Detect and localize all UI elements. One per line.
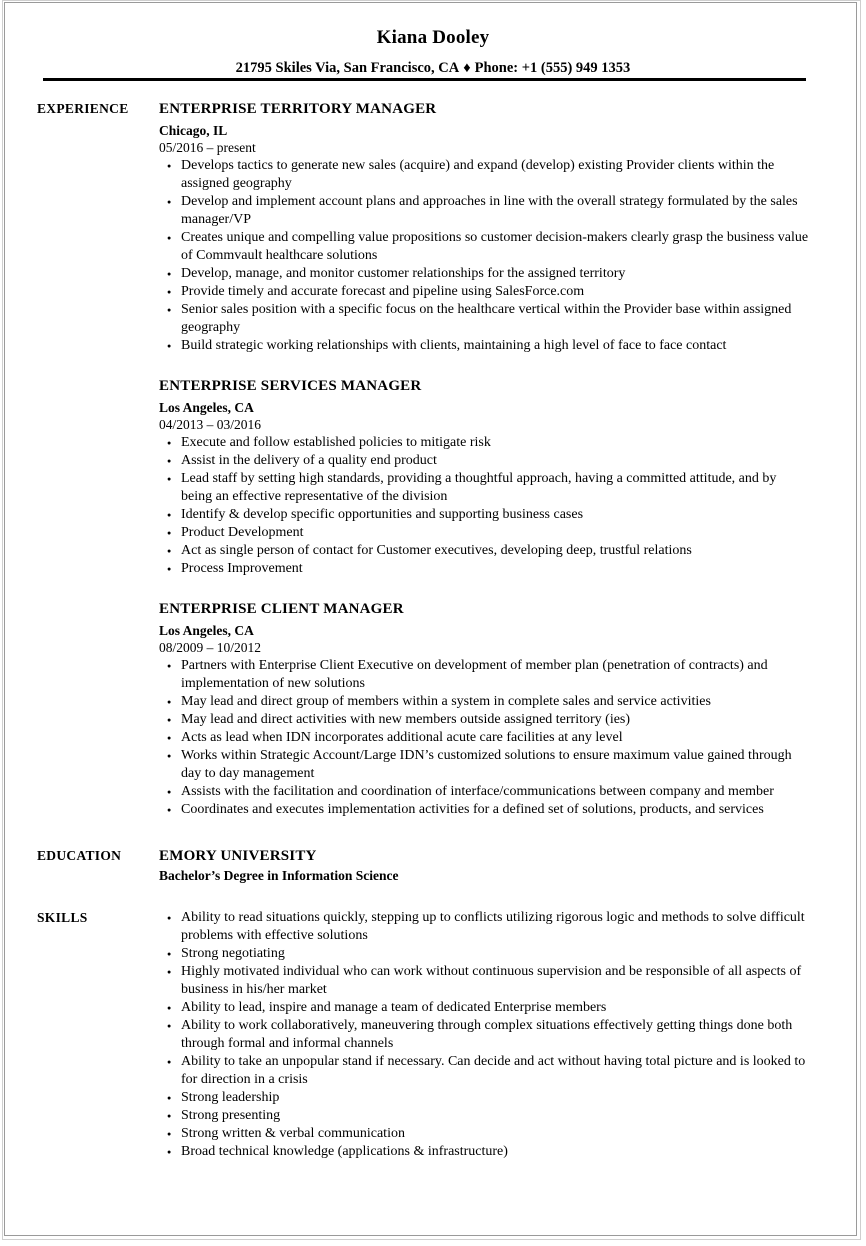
job-entry xyxy=(159,99,809,355)
job-entry xyxy=(159,376,809,578)
list-item: ● Ability to lead, inspire and manage a team of dedicated Enterprise members xyxy=(159,999,809,1017)
education-content xyxy=(159,846,809,885)
section-label-experience: EXPERIENCE xyxy=(37,101,129,116)
list-item: ● Ability to take an unpopular stand if necessary. Can decide and act without having total picture and is looked to for direction in a crisis xyxy=(159,1053,809,1089)
resume-body xyxy=(0,99,866,1161)
list-item: ● Execute and follow established policies to mitigate risk xyxy=(159,434,809,452)
spacer xyxy=(159,578,809,599)
section-education xyxy=(0,846,866,885)
list-item: ● Develop and implement account plans and approaches in line with the overall strategy formulated by the sales manager/VP xyxy=(159,193,809,229)
contact-line xyxy=(60,58,806,78)
list-item: ● Process Improvement xyxy=(159,560,809,578)
job-dates: 04/2013 – 03/2016 xyxy=(159,417,262,432)
list-item: ● Coordinates and executes implementation activities for a defined set of solutions, products, and services xyxy=(159,801,809,819)
list-item: ● Assist in the delivery of a quality end product xyxy=(159,452,809,470)
resume-header xyxy=(60,26,806,78)
job-location: Los Angeles, CA xyxy=(159,400,254,415)
experience-content xyxy=(159,99,809,819)
diamond-separator-icon: ♦ xyxy=(463,60,471,76)
list-item: ● Identify & develop specific opportunities and supporting business cases xyxy=(159,506,809,524)
job-title: ENTERPRISE CLIENT MANAGER xyxy=(159,601,404,617)
list-item: ● Develops tactics to generate new sales (acquire) and expand (develop) existing Provider clients within the assigned geography xyxy=(159,157,809,193)
job-bullet-list xyxy=(159,157,809,355)
spacer xyxy=(159,355,809,376)
job-entry xyxy=(159,599,809,819)
spacer xyxy=(0,885,866,908)
list-item: ● Provide timely and accurate forecast and pipeline using SalesForce.com xyxy=(159,283,809,301)
job-bullet-list xyxy=(159,657,809,819)
list-item: ● Develop, manage, and monitor customer relationships for the assigned territory xyxy=(159,265,809,283)
list-item: ● Ability to read situations quickly, stepping up to conflicts utilizing rigorous logic and methods to solve difficult problems with effective solutions xyxy=(159,909,809,945)
job-title: ENTERPRISE SERVICES MANAGER xyxy=(159,378,422,394)
list-item: ● Assists with the facilitation and coordination of interface/communications between company and member xyxy=(159,783,809,801)
education-label-column xyxy=(0,846,159,864)
job-dates: 05/2016 – present xyxy=(159,140,256,155)
skills-bullet-list xyxy=(159,909,809,1161)
skills-label-column xyxy=(0,908,159,926)
section-skills xyxy=(0,908,866,1161)
list-item: ● Highly motivated individual who can work without continuous supervision and be responsible of all aspects of business in his/her market xyxy=(159,963,809,999)
list-item: ● Works within Strategic Account/Large IDN’s customized solutions to ensure maximum value gained through day to day management xyxy=(159,747,809,783)
list-item: ● Strong negotiating xyxy=(159,945,809,963)
spacer xyxy=(0,819,866,846)
education-school: EMORY UNIVERSITY xyxy=(159,848,317,864)
section-label-education: EDUCATION xyxy=(37,848,122,863)
job-bullet-list xyxy=(159,434,809,578)
list-item: ● Strong leadership xyxy=(159,1089,809,1107)
list-item: ● Lead staff by setting high standards, providing a thoughtful approach, having a committed attitude, and by being an effective representative of the division xyxy=(159,470,809,506)
list-item: ● Senior sales position with a specific focus on the healthcare vertical within the Provider base within assigned geography xyxy=(159,301,809,337)
section-experience xyxy=(0,99,866,819)
list-item: ● Ability to work collaboratively, maneuvering through complex situations effectively getting things done both through formal and informal channels xyxy=(159,1017,809,1053)
job-title: ENTERPRISE TERRITORY MANAGER xyxy=(159,101,437,117)
list-item: ● Broad technical knowledge (applications & infrastructure) xyxy=(159,1143,809,1161)
contact-phone: Phone: +1 (555) 949 1353 xyxy=(474,60,631,76)
list-item: ● Act as single person of contact for Customer executives, developing deep, trustful relations xyxy=(159,542,809,560)
list-item: ● May lead and direct activities with new members outside assigned territory (ies) xyxy=(159,711,809,729)
list-item: ● Acts as lead when IDN incorporates additional acute care facilities at any level xyxy=(159,729,809,747)
contact-address: 21795 Skiles Via, San Francisco, CA xyxy=(235,60,460,76)
job-location: Los Angeles, CA xyxy=(159,623,254,638)
list-item: ● Product Development xyxy=(159,524,809,542)
list-item: ● Strong presenting xyxy=(159,1107,809,1125)
candidate-name: Kiana Dooley xyxy=(376,27,490,48)
list-item: ● Creates unique and compelling value propositions so customer decision-makers clearly grasp the business value of Commvault healthcare solutions xyxy=(159,229,809,265)
list-item: ● Partners with Enterprise Client Executive on development of member plan (penetration of contracts) and implementation of new solutions xyxy=(159,657,809,693)
list-item: ● May lead and direct group of members within a system in complete sales and service activities xyxy=(159,693,809,711)
header-divider xyxy=(43,78,806,81)
skills-content xyxy=(159,908,809,1161)
section-label-skills: SKILLS xyxy=(37,910,88,925)
list-item: ● Strong written & verbal communication xyxy=(159,1125,809,1143)
job-dates: 08/2009 – 10/2012 xyxy=(159,640,262,655)
experience-label-column xyxy=(0,99,159,117)
education-degree: Bachelor’s Degree in Information Science xyxy=(159,868,399,883)
list-item: ● Build strategic working relationships with clients, maintaining a high level of face to face contact xyxy=(159,337,809,355)
job-location: Chicago, IL xyxy=(159,123,228,138)
